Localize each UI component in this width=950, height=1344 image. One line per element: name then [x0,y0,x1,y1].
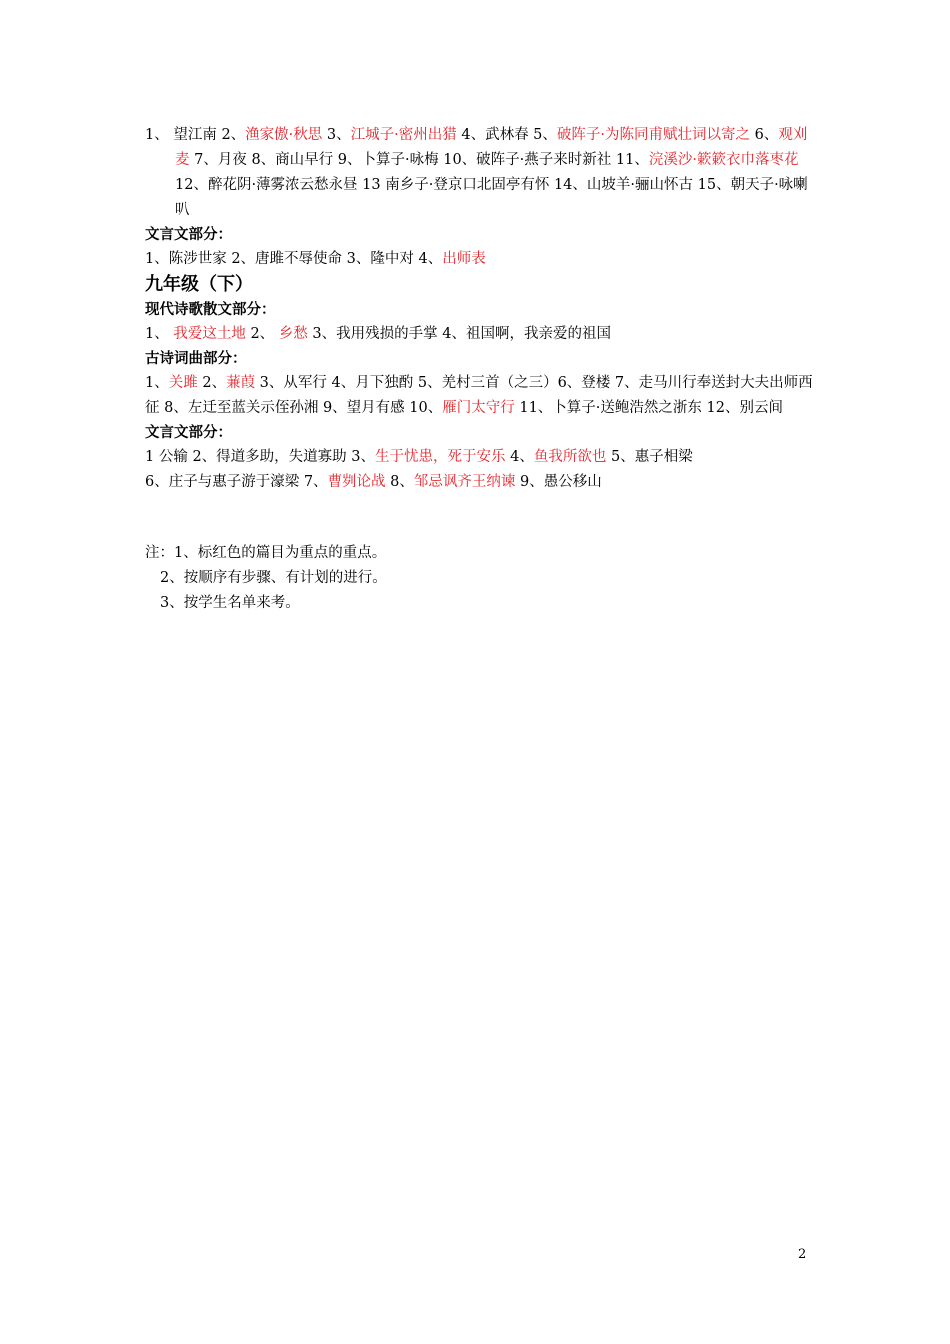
page-number: 2 [798,1247,807,1262]
lower-classical-heading: 文言文部分： [145,425,232,441]
highlighted-title: 观刈麦 [175,127,808,168]
text-run: 4、武林春 5、 [456,127,557,143]
highlighted-title: 渔家傲·秋思 [245,127,323,143]
text-run: 8、 [385,474,414,490]
spacer [145,495,815,541]
text-run: 11、卜算子·送鲍浩然之浙东 12、别云间 [514,400,783,416]
grade-title: 九年级（下） [145,274,253,295]
modern-list [145,322,815,347]
text-run: 5、惠子相梁 [606,449,693,465]
lower-classical-list-1 [145,445,815,470]
text-run: 4、 [505,449,534,465]
upper-classical-heading: 文言文部分： [145,227,232,243]
highlighted-title: 鱼我所欲也 [533,449,607,465]
text-run: 2、 [245,326,279,342]
text-run: 1、 望江南 2、 [145,127,246,143]
text-run: 3、从军行 4、月下独酌 5、羌村三首（之三）6、登楼 7、走马川行奉送封大夫出师西征 8、左迁至蓝关示侄孙湘 9、望月有感 10、 [145,375,813,416]
lower-classical-list-2 [145,470,815,495]
highlighted-title: 关雎 [168,375,198,391]
highlighted-title: 雁门太守行 [442,400,515,416]
text-run: 1 公输 2、得道多助，失道寡助 3、 [145,449,376,465]
text-run: 2、 [197,375,227,391]
highlighted-title: 邹忌讽齐王纳谏 [413,474,516,490]
modern-heading: 现代诗歌散文部分： [145,302,276,318]
text-run: 6、 [750,127,779,143]
highlighted-title: 江城子·密州出猎 [350,127,457,143]
text-run: 1、 [145,375,169,391]
note-1: 注：1、标红色的篇目为重点的重点。 [145,545,387,561]
note-2: 2、按顺序有步骤、有计划的进行。 [160,570,387,586]
text-run: 6、庄子与惠子游于濠梁 7、 [145,474,328,490]
highlighted-title: 曹刿论战 [327,474,386,490]
note-3: 3、按学生名单来考。 [160,595,300,611]
highlighted-title: 出师表 [442,251,486,267]
highlighted-title: 浣溪沙·簌簌衣巾落枣花 [648,152,799,168]
highlighted-title: 我爱这土地 [173,326,246,342]
text-run: 1、陈涉世家 2、唐雎不辱使命 3、隆中对 4、 [145,251,443,267]
upper-poem-list [145,123,815,223]
highlighted-title: 破阵子·为陈同甫赋壮词以寄之 [556,127,751,143]
text-run: 12、醉花阴·薄雾浓云愁永昼 13 南乡子·登京口北固亭有怀 14、山坡羊·骊山怀古 15、朝天子·咏喇叭 [175,177,808,218]
document-body [145,123,815,616]
ancient-list [145,371,815,421]
highlighted-title: 生于忧患，死于安乐 [375,449,506,465]
upper-classical-list [145,247,815,272]
text-run: 7、月夜 8、商山早行 9、卜算子·咏梅 10、破阵子·燕子来时新社 11、 [189,152,649,168]
text-run: 3、我用残损的手掌 4、祖国啊，我亲爱的祖国 [307,326,611,342]
highlighted-title: 蒹葭 [226,375,256,391]
highlighted-title: 乡愁 [278,326,308,342]
ancient-heading: 古诗词曲部分： [145,351,247,367]
text-run: 1、 [145,326,174,342]
text-run: 9、愚公移山 [515,474,602,490]
text-run: 3、 [322,127,351,143]
